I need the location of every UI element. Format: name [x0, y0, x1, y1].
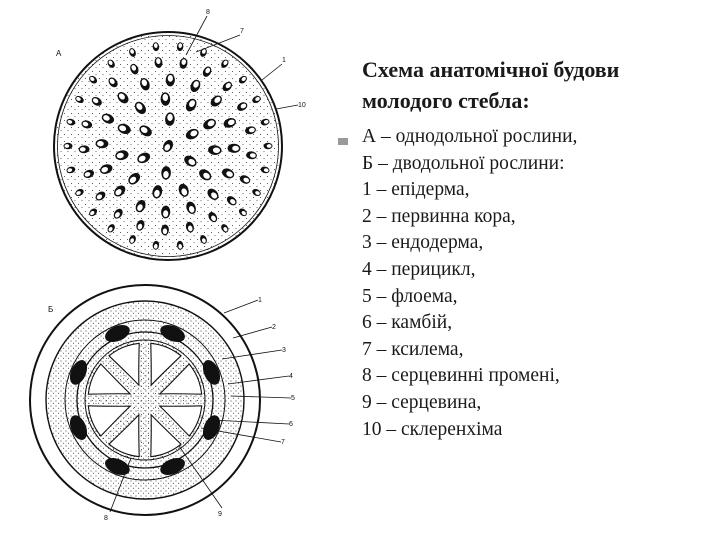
title-line-1: Схема анатомічної будови: [362, 57, 620, 82]
legend-item-5: 5 – флоема,: [362, 285, 458, 307]
legend-item-7: 7 – ксилема,: [362, 338, 464, 360]
dicot-panel-label: Б: [48, 305, 54, 314]
vascular-bundle: [64, 143, 73, 149]
dicot-pith: [85, 340, 205, 460]
dicot-callout-epidermis: 1: [258, 297, 262, 304]
legend-item-8: 8 – серцевинні промені,: [362, 365, 560, 387]
title-line-2: молодого стебла:: [362, 88, 530, 113]
monocot-callout-xylem-rays: 8: [206, 9, 210, 16]
dicot-callout-phloem: 5: [291, 395, 295, 402]
dicot-callout-xylem: 7: [281, 439, 285, 446]
monocot-callout-epidermis: 1: [282, 57, 286, 64]
monocot-stem-diagram: [54, 9, 306, 260]
legend-item-2: 2 – первинна кора,: [362, 205, 516, 227]
dicot-callout-endodermis: 3: [282, 347, 286, 354]
vascular-bundle: [264, 143, 273, 149]
legend-item-a: А – однодольної рослини,: [362, 126, 578, 147]
slide-bullet: [338, 138, 348, 145]
dicot-callout-pith-rays: 8: [104, 515, 108, 522]
dicot-callout-cambium: 6: [289, 421, 293, 428]
legend-item-6: 6 – камбій,: [362, 312, 453, 334]
monocot-panel-label: А: [56, 49, 62, 58]
legend-item-10: 10 – склеренхіма: [362, 418, 503, 440]
legend-item-3: 3 – ендодерма,: [362, 232, 484, 254]
dicot-callout-pith: 9: [218, 511, 222, 518]
legend-item-b: Б – дводольної рослини:: [362, 152, 565, 174]
dicot-callout-cortex: 2: [272, 324, 276, 331]
monocot-callout-xylem: 7: [240, 28, 244, 35]
monocot-callout-sclerenchyma: 10: [298, 102, 306, 109]
legend-item-1: 1 – епідерма,: [362, 179, 470, 201]
legend-list: [362, 124, 712, 443]
dicot-stem-diagram: [30, 285, 295, 522]
legend-item-4: 4 – перицикл,: [362, 258, 476, 280]
dicot-callout-pericycle: 4: [289, 373, 293, 380]
page-title: [362, 54, 712, 116]
legend-item-9: 9 – серцевина,: [362, 391, 482, 413]
